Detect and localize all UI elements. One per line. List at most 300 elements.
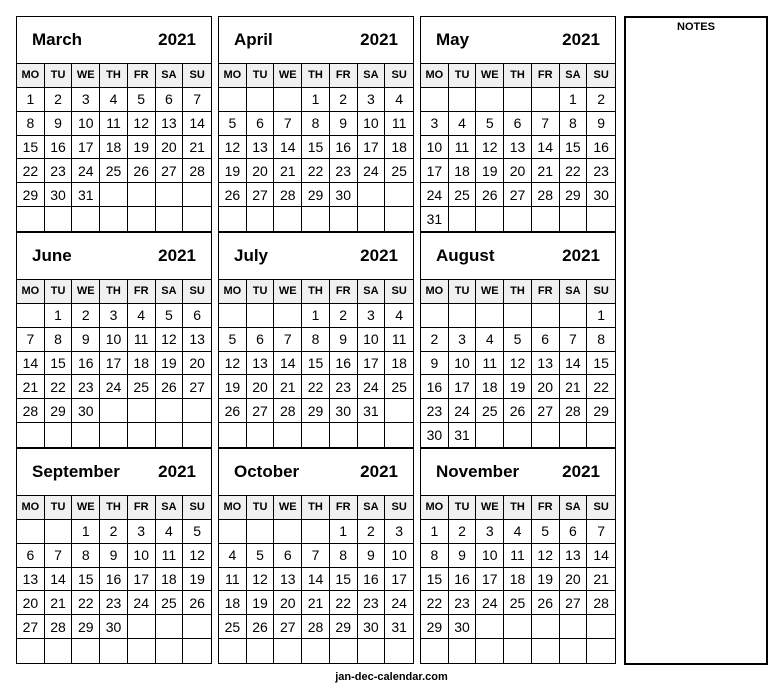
day-cell[interactable]: 26 bbox=[156, 375, 184, 399]
day-cell[interactable]: 21 bbox=[560, 375, 588, 399]
day-cell[interactable]: 17 bbox=[476, 568, 504, 592]
day-cell[interactable]: 14 bbox=[17, 352, 45, 376]
day-cell[interactable]: 4 bbox=[219, 544, 247, 568]
day-cell[interactable]: 25 bbox=[385, 159, 413, 183]
day-cell[interactable]: 14 bbox=[45, 568, 73, 592]
empty-cell bbox=[274, 423, 302, 447]
weekday-header: TH bbox=[302, 280, 330, 304]
empty-cell bbox=[449, 639, 477, 663]
day-cell[interactable]: 21 bbox=[532, 159, 560, 183]
day-cell[interactable]: 23 bbox=[358, 591, 386, 615]
empty-cell bbox=[385, 639, 413, 663]
day-cell[interactable]: 29 bbox=[330, 615, 358, 639]
day-cell[interactable]: 30 bbox=[358, 615, 386, 639]
day-cell[interactable]: 22 bbox=[72, 591, 100, 615]
day-cell[interactable]: 10 bbox=[128, 544, 156, 568]
day-cell[interactable]: 20 bbox=[532, 375, 560, 399]
day-cell[interactable]: 19 bbox=[476, 159, 504, 183]
day-cell[interactable]: 9 bbox=[449, 544, 477, 568]
day-cell[interactable]: 3 bbox=[100, 304, 128, 328]
day-cell[interactable]: 12 bbox=[183, 544, 211, 568]
day-cell[interactable]: 16 bbox=[100, 568, 128, 592]
day-cell[interactable]: 13 bbox=[247, 352, 275, 376]
day-cell[interactable]: 1 bbox=[302, 304, 330, 328]
day-cell[interactable]: 9 bbox=[358, 544, 386, 568]
empty-cell bbox=[17, 520, 45, 544]
day-cell[interactable]: 3 bbox=[72, 88, 100, 112]
day-cell[interactable]: 14 bbox=[532, 136, 560, 160]
day-cell[interactable]: 31 bbox=[72, 183, 100, 207]
day-cell[interactable]: 22 bbox=[17, 159, 45, 183]
day-cell[interactable]: 3 bbox=[385, 520, 413, 544]
day-cell[interactable]: 15 bbox=[302, 136, 330, 160]
day-cell[interactable]: 5 bbox=[476, 112, 504, 136]
day-cell[interactable]: 9 bbox=[72, 328, 100, 352]
day-cell[interactable]: 25 bbox=[156, 591, 184, 615]
day-cell[interactable]: 21 bbox=[274, 375, 302, 399]
day-cell[interactable]: 24 bbox=[100, 375, 128, 399]
day-cell[interactable]: 17 bbox=[421, 159, 449, 183]
day-cell[interactable]: 29 bbox=[421, 615, 449, 639]
day-cell[interactable]: 31 bbox=[358, 399, 386, 423]
day-cell[interactable]: 27 bbox=[560, 591, 588, 615]
day-cell[interactable]: 16 bbox=[45, 136, 73, 160]
day-cell[interactable]: 18 bbox=[385, 352, 413, 376]
day-cell[interactable]: 12 bbox=[156, 328, 184, 352]
day-cell[interactable]: 22 bbox=[587, 375, 615, 399]
day-cell[interactable]: 11 bbox=[385, 328, 413, 352]
day-cell[interactable]: 18 bbox=[449, 159, 477, 183]
day-cell[interactable]: 16 bbox=[449, 568, 477, 592]
notes-box[interactable] bbox=[624, 16, 768, 665]
day-cell[interactable]: 11 bbox=[100, 112, 128, 136]
day-cell[interactable]: 10 bbox=[385, 544, 413, 568]
day-cell[interactable]: 19 bbox=[156, 352, 184, 376]
day-cell[interactable]: 16 bbox=[587, 136, 615, 160]
day-cell[interactable]: 30 bbox=[330, 399, 358, 423]
day-cell[interactable]: 13 bbox=[156, 112, 184, 136]
day-cell[interactable]: 13 bbox=[274, 568, 302, 592]
day-cell[interactable]: 5 bbox=[128, 88, 156, 112]
day-cell[interactable]: 4 bbox=[128, 304, 156, 328]
day-cell[interactable]: 21 bbox=[274, 159, 302, 183]
month-august bbox=[420, 232, 616, 448]
empty-cell bbox=[183, 615, 211, 639]
day-cell[interactable]: 21 bbox=[183, 136, 211, 160]
day-cell[interactable]: 17 bbox=[449, 375, 477, 399]
day-cell[interactable]: 16 bbox=[330, 136, 358, 160]
day-cell[interactable]: 20 bbox=[247, 375, 275, 399]
day-cell[interactable]: 1 bbox=[560, 88, 588, 112]
day-cell[interactable]: 17 bbox=[385, 568, 413, 592]
day-cell[interactable]: 19 bbox=[183, 568, 211, 592]
day-cell[interactable]: 21 bbox=[17, 375, 45, 399]
day-cell[interactable]: 13 bbox=[17, 568, 45, 592]
day-cell[interactable]: 30 bbox=[449, 615, 477, 639]
day-cell[interactable]: 22 bbox=[45, 375, 73, 399]
day-cell[interactable]: 17 bbox=[358, 352, 386, 376]
day-cell[interactable]: 16 bbox=[421, 375, 449, 399]
day-cell[interactable]: 23 bbox=[45, 159, 73, 183]
day-cell[interactable]: 18 bbox=[128, 352, 156, 376]
weekday-header: WE bbox=[476, 280, 504, 304]
day-cell[interactable]: 19 bbox=[219, 159, 247, 183]
day-cell[interactable]: 30 bbox=[72, 399, 100, 423]
day-cell[interactable]: 11 bbox=[128, 328, 156, 352]
day-cell[interactable]: 8 bbox=[587, 328, 615, 352]
day-cell[interactable]: 29 bbox=[587, 399, 615, 423]
day-cell[interactable]: 1 bbox=[302, 88, 330, 112]
day-cell[interactable]: 14 bbox=[183, 112, 211, 136]
day-cell[interactable]: 13 bbox=[247, 136, 275, 160]
day-cell[interactable]: 20 bbox=[247, 159, 275, 183]
weekday-header: WE bbox=[274, 64, 302, 88]
day-cell[interactable]: 10 bbox=[72, 112, 100, 136]
day-cell[interactable]: 6 bbox=[247, 112, 275, 136]
day-cell[interactable]: 28 bbox=[183, 159, 211, 183]
day-cell[interactable]: 17 bbox=[358, 136, 386, 160]
day-cell[interactable]: 28 bbox=[302, 615, 330, 639]
day-cell[interactable]: 10 bbox=[449, 352, 477, 376]
day-cell[interactable]: 19 bbox=[532, 568, 560, 592]
day-cell[interactable]: 20 bbox=[156, 136, 184, 160]
day-cell[interactable]: 25 bbox=[449, 183, 477, 207]
day-cell[interactable]: 3 bbox=[128, 520, 156, 544]
day-cell[interactable]: 24 bbox=[385, 591, 413, 615]
day-cell[interactable]: 22 bbox=[302, 375, 330, 399]
day-cell[interactable]: 29 bbox=[302, 399, 330, 423]
day-cell[interactable]: 16 bbox=[358, 568, 386, 592]
day-cell[interactable]: 11 bbox=[385, 112, 413, 136]
day-cell[interactable]: 10 bbox=[358, 112, 386, 136]
day-cell[interactable]: 5 bbox=[183, 520, 211, 544]
empty-cell bbox=[532, 615, 560, 639]
day-cell[interactable]: 9 bbox=[330, 112, 358, 136]
day-cell[interactable]: 2 bbox=[587, 88, 615, 112]
day-cell[interactable]: 15 bbox=[45, 352, 73, 376]
day-cell[interactable]: 10 bbox=[476, 544, 504, 568]
day-cell[interactable]: 22 bbox=[330, 591, 358, 615]
day-cell[interactable]: 24 bbox=[358, 375, 386, 399]
day-cell[interactable]: 15 bbox=[587, 352, 615, 376]
day-cell[interactable]: 10 bbox=[100, 328, 128, 352]
day-cell[interactable]: 5 bbox=[504, 328, 532, 352]
day-cell[interactable]: 28 bbox=[587, 591, 615, 615]
day-cell[interactable]: 19 bbox=[504, 375, 532, 399]
day-cell[interactable]: 9 bbox=[587, 112, 615, 136]
day-cell[interactable]: 3 bbox=[358, 304, 386, 328]
empty-cell bbox=[45, 639, 73, 663]
day-cell[interactable]: 28 bbox=[274, 183, 302, 207]
day-cell[interactable]: 4 bbox=[100, 88, 128, 112]
day-cell[interactable]: 4 bbox=[385, 88, 413, 112]
day-cell[interactable]: 23 bbox=[100, 591, 128, 615]
day-cell[interactable]: 14 bbox=[274, 136, 302, 160]
day-cell[interactable]: 20 bbox=[183, 352, 211, 376]
day-cell[interactable]: 17 bbox=[100, 352, 128, 376]
day-cell[interactable]: 2 bbox=[330, 304, 358, 328]
day-cell[interactable]: 24 bbox=[128, 591, 156, 615]
day-cell[interactable]: 1 bbox=[421, 520, 449, 544]
day-cell[interactable]: 6 bbox=[560, 520, 588, 544]
day-cell[interactable]: 13 bbox=[504, 136, 532, 160]
month-grid bbox=[17, 279, 211, 447]
day-cell[interactable]: 4 bbox=[449, 112, 477, 136]
day-cell[interactable]: 31 bbox=[421, 207, 449, 231]
day-cell[interactable]: 7 bbox=[183, 88, 211, 112]
day-cell[interactable]: 29 bbox=[72, 615, 100, 639]
day-cell[interactable]: 2 bbox=[449, 520, 477, 544]
day-cell[interactable]: 20 bbox=[504, 159, 532, 183]
day-cell[interactable]: 7 bbox=[560, 328, 588, 352]
day-cell[interactable]: 9 bbox=[45, 112, 73, 136]
day-cell[interactable]: 3 bbox=[421, 112, 449, 136]
day-cell[interactable]: 2 bbox=[100, 520, 128, 544]
day-cell[interactable]: 28 bbox=[17, 399, 45, 423]
day-cell[interactable]: 3 bbox=[476, 520, 504, 544]
day-cell[interactable]: 6 bbox=[183, 304, 211, 328]
day-cell[interactable]: 28 bbox=[532, 183, 560, 207]
day-cell[interactable]: 12 bbox=[532, 544, 560, 568]
day-cell[interactable]: 22 bbox=[421, 591, 449, 615]
day-cell[interactable]: 15 bbox=[421, 568, 449, 592]
day-cell[interactable]: 26 bbox=[247, 615, 275, 639]
empty-cell bbox=[587, 207, 615, 231]
day-cell[interactable]: 11 bbox=[156, 544, 184, 568]
day-cell[interactable]: 9 bbox=[330, 328, 358, 352]
weekday-header: MO bbox=[421, 496, 449, 520]
empty-cell bbox=[358, 639, 386, 663]
day-cell[interactable]: 16 bbox=[330, 352, 358, 376]
day-cell[interactable]: 6 bbox=[17, 544, 45, 568]
day-cell[interactable]: 27 bbox=[274, 615, 302, 639]
day-cell[interactable]: 8 bbox=[560, 112, 588, 136]
day-cell[interactable]: 2 bbox=[358, 520, 386, 544]
day-cell[interactable]: 12 bbox=[504, 352, 532, 376]
day-cell[interactable]: 3 bbox=[358, 88, 386, 112]
day-cell[interactable]: 27 bbox=[183, 375, 211, 399]
day-cell[interactable]: 20 bbox=[17, 591, 45, 615]
day-cell[interactable]: 28 bbox=[274, 399, 302, 423]
day-cell[interactable]: 23 bbox=[587, 159, 615, 183]
day-cell[interactable]: 23 bbox=[330, 375, 358, 399]
day-cell[interactable]: 25 bbox=[100, 159, 128, 183]
day-cell[interactable]: 17 bbox=[128, 568, 156, 592]
day-cell[interactable]: 1 bbox=[72, 520, 100, 544]
day-cell[interactable]: 23 bbox=[72, 375, 100, 399]
day-cell[interactable]: 26 bbox=[219, 399, 247, 423]
day-cell[interactable]: 25 bbox=[128, 375, 156, 399]
day-cell[interactable]: 8 bbox=[17, 112, 45, 136]
empty-cell bbox=[247, 639, 275, 663]
day-cell[interactable]: 27 bbox=[247, 399, 275, 423]
day-cell[interactable]: 16 bbox=[72, 352, 100, 376]
day-cell[interactable]: 12 bbox=[219, 352, 247, 376]
day-cell[interactable]: 27 bbox=[247, 183, 275, 207]
day-cell[interactable]: 8 bbox=[45, 328, 73, 352]
empty-cell bbox=[385, 183, 413, 207]
day-cell[interactable]: 7 bbox=[587, 520, 615, 544]
day-cell[interactable]: 15 bbox=[302, 352, 330, 376]
day-cell[interactable]: 31 bbox=[385, 615, 413, 639]
day-cell[interactable]: 15 bbox=[330, 568, 358, 592]
month-name: March bbox=[32, 30, 83, 49]
day-cell[interactable]: 18 bbox=[476, 375, 504, 399]
day-cell[interactable]: 25 bbox=[219, 615, 247, 639]
day-cell[interactable]: 15 bbox=[560, 136, 588, 160]
day-cell[interactable]: 22 bbox=[560, 159, 588, 183]
day-cell[interactable]: 30 bbox=[587, 183, 615, 207]
day-cell[interactable]: 27 bbox=[156, 159, 184, 183]
empty-cell bbox=[17, 639, 45, 663]
day-cell[interactable]: 24 bbox=[421, 183, 449, 207]
day-cell[interactable]: 1 bbox=[587, 304, 615, 328]
day-cell[interactable]: 6 bbox=[504, 112, 532, 136]
day-cell[interactable]: 13 bbox=[532, 352, 560, 376]
day-cell[interactable]: 26 bbox=[183, 591, 211, 615]
day-cell[interactable]: 2 bbox=[72, 304, 100, 328]
day-cell[interactable]: 10 bbox=[421, 136, 449, 160]
day-cell[interactable]: 2 bbox=[421, 328, 449, 352]
day-cell[interactable]: 7 bbox=[274, 112, 302, 136]
day-cell[interactable]: 7 bbox=[274, 328, 302, 352]
empty-cell bbox=[219, 520, 247, 544]
day-cell[interactable]: 20 bbox=[274, 591, 302, 615]
day-cell[interactable]: 3 bbox=[449, 328, 477, 352]
day-cell[interactable]: 25 bbox=[385, 375, 413, 399]
day-cell[interactable]: 27 bbox=[504, 183, 532, 207]
day-cell[interactable]: 6 bbox=[274, 544, 302, 568]
day-cell[interactable]: 12 bbox=[476, 136, 504, 160]
day-cell[interactable]: 20 bbox=[560, 568, 588, 592]
day-cell[interactable]: 4 bbox=[385, 304, 413, 328]
day-cell[interactable]: 8 bbox=[302, 112, 330, 136]
day-cell[interactable]: 31 bbox=[449, 423, 477, 447]
day-cell[interactable]: 26 bbox=[532, 591, 560, 615]
day-cell[interactable]: 14 bbox=[560, 352, 588, 376]
day-cell[interactable]: 26 bbox=[476, 183, 504, 207]
day-cell[interactable]: 8 bbox=[72, 544, 100, 568]
day-cell[interactable]: 25 bbox=[476, 399, 504, 423]
day-cell[interactable]: 1 bbox=[45, 304, 73, 328]
day-cell[interactable]: 11 bbox=[219, 568, 247, 592]
day-cell[interactable]: 2 bbox=[45, 88, 73, 112]
day-cell[interactable]: 21 bbox=[302, 591, 330, 615]
day-cell[interactable]: 18 bbox=[219, 591, 247, 615]
day-cell[interactable]: 12 bbox=[128, 112, 156, 136]
day-cell[interactable]: 19 bbox=[247, 591, 275, 615]
day-cell[interactable]: 27 bbox=[17, 615, 45, 639]
day-cell[interactable]: 24 bbox=[72, 159, 100, 183]
day-cell[interactable]: 12 bbox=[219, 136, 247, 160]
day-cell[interactable]: 21 bbox=[45, 591, 73, 615]
day-cell[interactable]: 8 bbox=[302, 328, 330, 352]
day-cell[interactable]: 27 bbox=[532, 399, 560, 423]
day-cell[interactable]: 6 bbox=[156, 88, 184, 112]
day-cell[interactable]: 13 bbox=[183, 328, 211, 352]
day-cell[interactable]: 6 bbox=[532, 328, 560, 352]
day-cell[interactable]: 24 bbox=[358, 159, 386, 183]
day-cell[interactable]: 5 bbox=[156, 304, 184, 328]
day-cell[interactable]: 30 bbox=[45, 183, 73, 207]
day-cell[interactable]: 23 bbox=[421, 399, 449, 423]
day-cell[interactable]: 7 bbox=[532, 112, 560, 136]
day-cell[interactable]: 4 bbox=[476, 328, 504, 352]
day-cell[interactable]: 24 bbox=[449, 399, 477, 423]
day-cell[interactable]: 5 bbox=[219, 112, 247, 136]
day-cell[interactable]: 26 bbox=[219, 183, 247, 207]
day-cell[interactable]: 29 bbox=[17, 183, 45, 207]
day-cell[interactable]: 4 bbox=[504, 520, 532, 544]
day-cell[interactable]: 14 bbox=[274, 352, 302, 376]
day-cell[interactable]: 8 bbox=[330, 544, 358, 568]
day-cell[interactable]: 11 bbox=[476, 352, 504, 376]
day-cell[interactable]: 6 bbox=[247, 328, 275, 352]
day-cell[interactable]: 30 bbox=[330, 183, 358, 207]
weekday-header: TU bbox=[247, 64, 275, 88]
day-cell[interactable]: 9 bbox=[100, 544, 128, 568]
day-cell[interactable]: 18 bbox=[156, 568, 184, 592]
day-cell[interactable]: 5 bbox=[532, 520, 560, 544]
empty-cell bbox=[302, 639, 330, 663]
day-cell[interactable]: 8 bbox=[421, 544, 449, 568]
empty-cell bbox=[156, 207, 184, 231]
day-cell[interactable]: 12 bbox=[247, 568, 275, 592]
day-cell[interactable]: 19 bbox=[219, 375, 247, 399]
day-cell[interactable]: 1 bbox=[17, 88, 45, 112]
day-cell[interactable]: 18 bbox=[100, 136, 128, 160]
day-cell[interactable]: 9 bbox=[421, 352, 449, 376]
day-cell[interactable]: 4 bbox=[156, 520, 184, 544]
day-cell[interactable]: 29 bbox=[45, 399, 73, 423]
day-cell[interactable]: 28 bbox=[560, 399, 588, 423]
day-cell[interactable]: 11 bbox=[504, 544, 532, 568]
day-cell[interactable]: 2 bbox=[330, 88, 358, 112]
day-cell[interactable]: 11 bbox=[449, 136, 477, 160]
day-cell[interactable]: 22 bbox=[302, 159, 330, 183]
day-cell[interactable]: 30 bbox=[100, 615, 128, 639]
day-cell[interactable]: 1 bbox=[330, 520, 358, 544]
day-cell[interactable]: 7 bbox=[302, 544, 330, 568]
day-cell[interactable]: 23 bbox=[330, 159, 358, 183]
day-cell[interactable]: 15 bbox=[17, 136, 45, 160]
day-cell[interactable]: 25 bbox=[504, 591, 532, 615]
day-cell[interactable]: 21 bbox=[587, 568, 615, 592]
day-cell[interactable]: 14 bbox=[302, 568, 330, 592]
day-cell[interactable]: 26 bbox=[128, 159, 156, 183]
day-cell[interactable]: 5 bbox=[247, 544, 275, 568]
day-cell[interactable]: 29 bbox=[560, 183, 588, 207]
day-cell[interactable]: 18 bbox=[504, 568, 532, 592]
day-cell[interactable]: 17 bbox=[72, 136, 100, 160]
day-cell[interactable]: 15 bbox=[72, 568, 100, 592]
day-cell[interactable]: 28 bbox=[45, 615, 73, 639]
day-cell[interactable]: 23 bbox=[449, 591, 477, 615]
day-cell[interactable]: 30 bbox=[421, 423, 449, 447]
month-grid bbox=[421, 279, 615, 447]
day-cell[interactable]: 5 bbox=[219, 328, 247, 352]
day-cell[interactable]: 7 bbox=[17, 328, 45, 352]
day-cell[interactable]: 26 bbox=[504, 399, 532, 423]
day-cell[interactable]: 10 bbox=[358, 328, 386, 352]
day-cell[interactable]: 14 bbox=[587, 544, 615, 568]
day-cell[interactable]: 7 bbox=[45, 544, 73, 568]
day-cell[interactable]: 19 bbox=[128, 136, 156, 160]
day-cell[interactable]: 24 bbox=[476, 591, 504, 615]
day-cell[interactable]: 18 bbox=[385, 136, 413, 160]
day-cell[interactable]: 29 bbox=[302, 183, 330, 207]
day-cell[interactable]: 13 bbox=[560, 544, 588, 568]
